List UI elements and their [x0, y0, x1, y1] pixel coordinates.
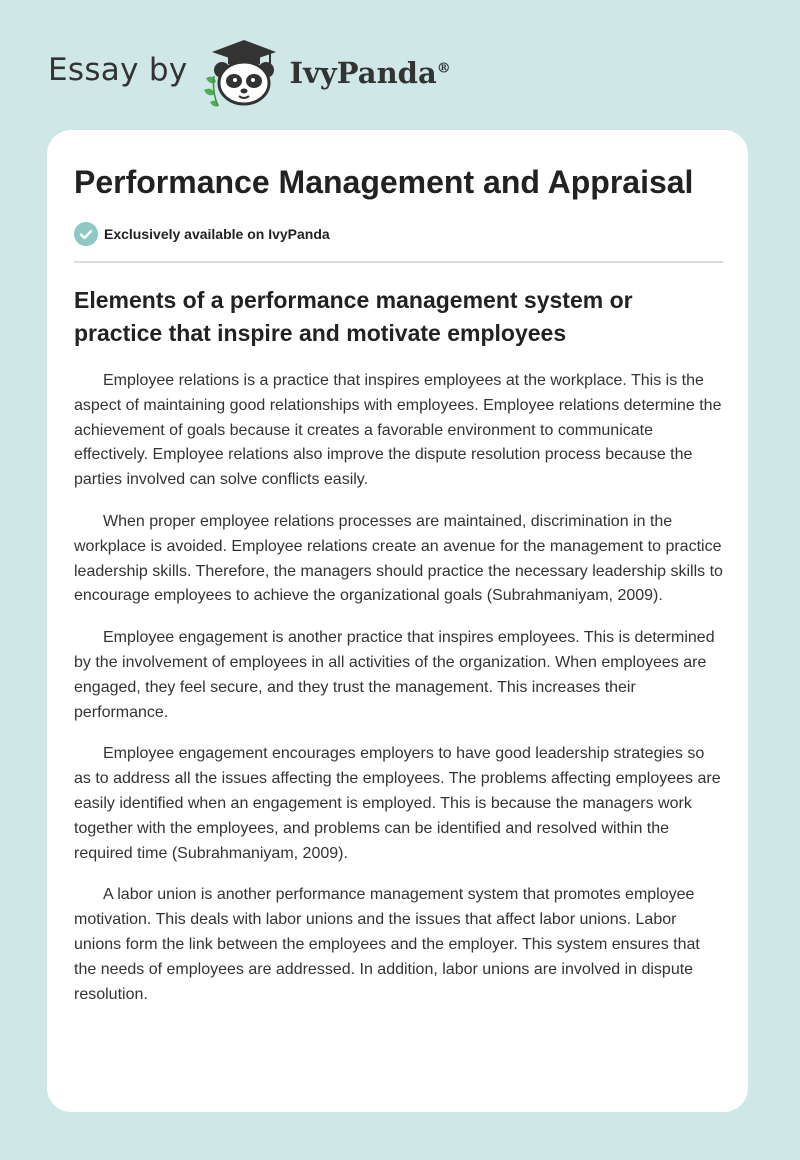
exclusive-badge: [74, 222, 330, 246]
check-circle-icon: [74, 222, 98, 246]
registered-mark: ®: [436, 60, 451, 77]
section-heading: Elements of a performance management system or practice that inspire and motivate employees: [74, 287, 633, 346]
paragraph: Employee engagement is another practice that inspires employees. This is determined by the involvement of employees in all activities of the organization. When employees are engaged, they feel secure, and they trust the management. This increases their performance.: [74, 629, 715, 721]
panda-graduate-icon: [200, 36, 288, 108]
divider: [74, 261, 723, 263]
paragraph: A labor union is another performance management system that promotes employee motivation. This deals with labor unions and the issues that affect labor unions. Labor unions form the link between the employees and the employer. This system ensures that the needs of employees are addressed. In addition, labor unions are involved in dispute resolution.: [74, 886, 700, 1003]
essay-card: [47, 130, 748, 1112]
paragraph: Employee engagement encourages employers to have good leadership strategies so as to address all the issues affecting the employees. The problems affecting employees are easily identified when an engagement is employed. This is because the managers work together with the employees, and problems can be identified and resolved within the required time (Subrahmaniyam, 2009).: [74, 745, 721, 862]
brand-header: [48, 36, 451, 108]
paragraph: When proper employee relations processes are maintained, discrimination in the workplace is avoided. Employee relations create an avenue for the management to practice leadership skills. Therefore, the managers should practice the necessary leadership skills to encourage employees to achieve the organizational goals (Subrahmaniyam, 2009).: [74, 512, 723, 605]
brand-name: IvyPanda®: [289, 56, 451, 90]
brand-prefix: Essay by: [48, 52, 188, 88]
exclusive-label: Exclusively available on IvyPanda: [104, 226, 330, 242]
page-title: Performance Management and Appraisal: [74, 164, 694, 200]
essay-body: [74, 369, 724, 1024]
paragraph: Employee relations is a practice that inspires employees at the workplace. This is the aspect of maintaining good relationships with employees. Employee relations determine the achievement of goals because it creates a favorable environment to communicate effectively. Employee relations also improve the dispute resolution process because the parties involved can solve conflicts easily.: [74, 372, 722, 489]
